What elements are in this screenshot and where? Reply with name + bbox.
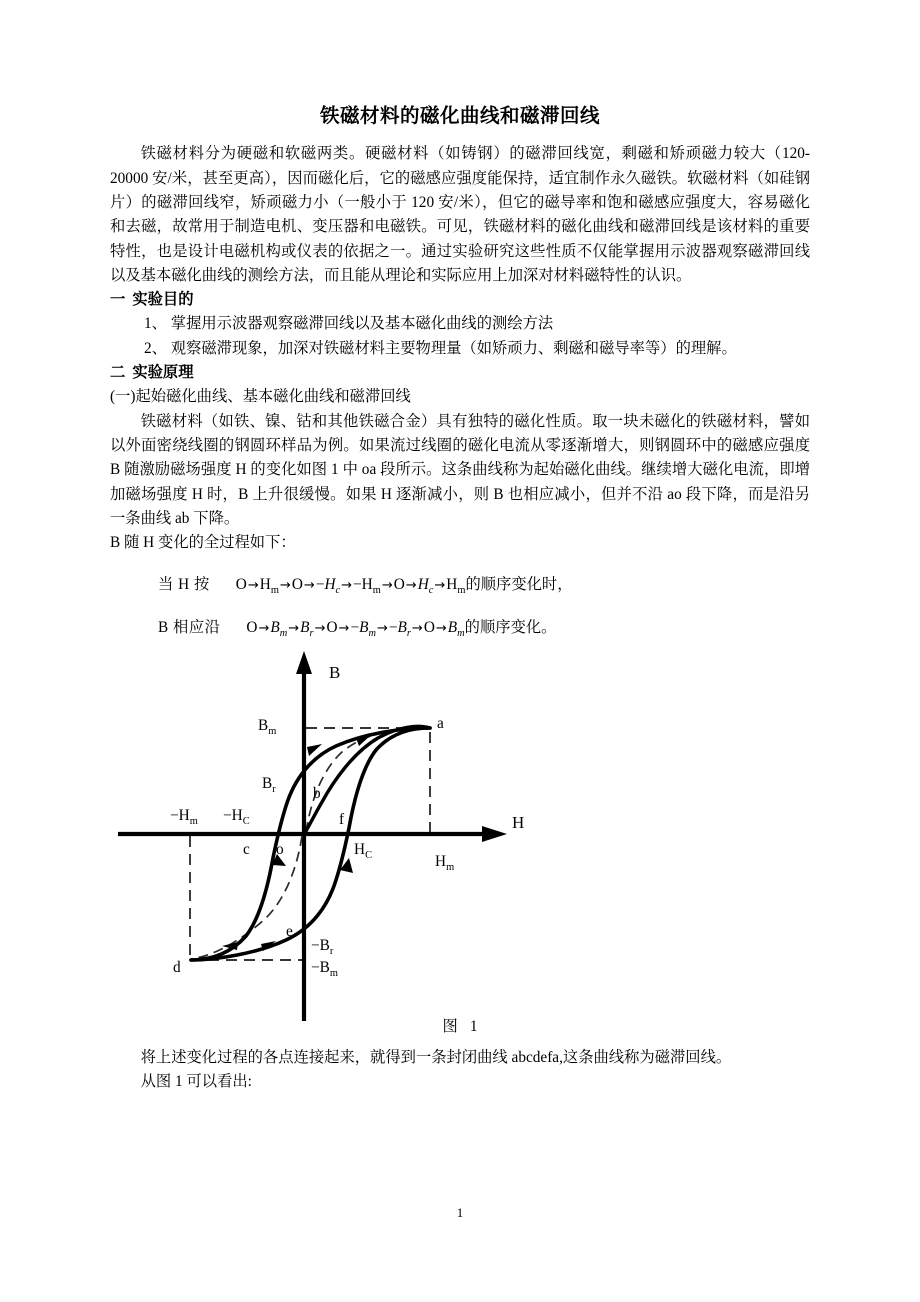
b-sequence-line (110, 616, 810, 646)
label-hc: $H_C$ (354, 841, 372, 862)
figure-caption-prefix: 图 (442, 1018, 458, 1036)
intro-paragraph: 铁磁材料分为硬磁和软磁两类。硬磁材料（如铸钢）的磁滞回线宽，剩磁和矫顽磁力较大（120-20000 安/米，甚至更高），因而磁化后，它的磁感应强度能保持，适宜制作永久磁铁。软磁材料（如硅钢片）的磁滞回线窄，矫顽磁力小（一般小于 120 安/米），但它的磁导率和饱和磁感应强度大，容易磁化和去磁，故常用于制造电机、变压器和电磁铁。可见，铁磁材料的磁化曲线和磁滞回线是该材料的重要特性，也是设计电磁机构或仪表的依据之一。通过实验研究这些性质不仅能掌握用示波器观察磁滞回线以及基本磁化曲线的测绘方法，而且能从理论和实际应用上加深对材料磁特性的认识。 (110, 145, 810, 284)
closing-paragraph: 将上述变化过程的各点连接起来，就得到一条封闭曲线 abcdefa,这条曲线称为磁滞回线。 (140, 1049, 732, 1067)
page-number: 1 (456, 1205, 464, 1220)
section-title-two: 实验原理 (132, 364, 194, 382)
h-sequence-lead: 当 H 按 (158, 576, 210, 594)
point-label-c: c (243, 841, 250, 859)
label-neg-bm: $-B_m$ (311, 959, 338, 980)
h-axis (118, 826, 507, 842)
label-bm: $B_m$ (258, 717, 277, 738)
h-sequence-line (110, 573, 810, 603)
section-heading-two (110, 361, 810, 385)
b-sequence-lead: B 相应沿 (158, 618, 221, 636)
section-title-one: 实验目的 (132, 291, 194, 309)
point-label-a: a (437, 715, 444, 733)
label-br: $B_r$ (262, 775, 276, 796)
figure-caption (110, 1014, 810, 1036)
point-label-b: b (313, 785, 321, 803)
subsection-title: (一)起始磁化曲线、基本磁化曲线和磁滞回线 (110, 388, 411, 406)
page-title: 铁磁材料的磁化曲线和磁滞回线 (319, 106, 600, 127)
list-item: 1、 掌握用示波器观察磁滞回线以及基本磁化曲线的测绘方法 (144, 315, 554, 333)
b-sequence-tail: 的顺序变化。 (464, 618, 557, 636)
origin-label-o: o (276, 841, 284, 859)
label-neg-hc: $-H_C$ (223, 807, 250, 828)
section-number-one: 一 (110, 291, 126, 309)
label-neg-br: $-B_r$ (311, 937, 334, 958)
section-number-two: 二 (110, 364, 126, 382)
label-neg-hm: $-H_m$ (170, 807, 198, 828)
point-label-d: d (173, 959, 181, 977)
process-intro: B 随 H 变化的全过程如下： (110, 534, 296, 552)
point-label-e: e (286, 923, 293, 941)
see-from-figure: 从图 1 可以看出: (140, 1073, 252, 1091)
h-sequence-terms: $O\to H_m\to O\to-H_c\to-H_m\to O\to H_c\to H_m$ (235, 576, 466, 597)
hysteresis-loop-chart (110, 646, 810, 1046)
list-item: 2、 观察磁滞现象，加深对铁磁材料主要物理量（如矫顽力、剩磁和磁导率等）的理解。 (144, 339, 737, 357)
b-sequence-terms: $O\to B_m\to B_r\to O\to-B_m\to-B_r\to O\to B_m$ (246, 618, 465, 639)
principle-paragraph: 铁磁材料（如铁、镍、钴和其他铁磁合金）具有独特的磁化性质。取一块未磁化的铁磁材料，譬如以外面密绕线圈的钢圆环样品为例。如果流过线圈的磁化电流从零逐渐增大，则钢圆环中的磁感应强度 B 随激励磁场强度 H 的变化如图 1 中 oa 段所示。这条曲线称为起始磁化曲线。继续增大磁化电流，即增加磁场强度 H 时，B 上升很缓慢。如果 H 逐渐减小，则 B 也相应减小，但并不沿 ao 段下降，而是沿另一条曲线 ab 下降。 (110, 412, 810, 527)
figure-caption-number: 1 (469, 1018, 478, 1036)
document-body (110, 104, 810, 1095)
section-heading-one (110, 288, 810, 312)
label-hm: $H_m$ (435, 853, 455, 874)
axis-label-b: B (329, 663, 341, 683)
axis-label-h: H (512, 813, 525, 833)
hysteresis-figure (110, 646, 810, 1046)
point-label-f: f (339, 811, 345, 829)
h-sequence-tail: 的顺序变化时， (465, 576, 573, 594)
initial-magnetization-curve-oa (305, 726, 430, 833)
